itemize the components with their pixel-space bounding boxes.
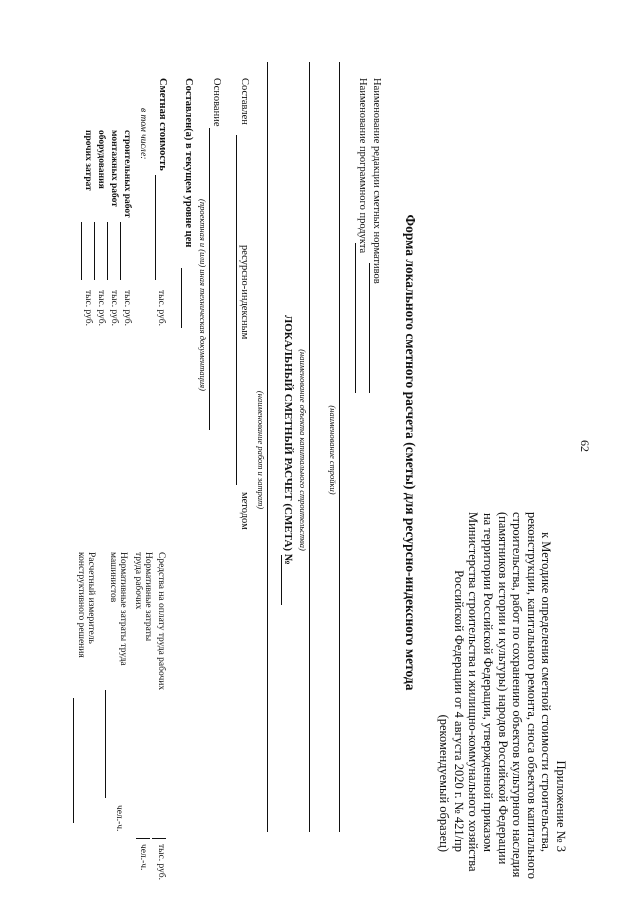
software-field[interactable] [355,243,356,393]
construction-name-line[interactable] [339,62,340,832]
meter-field[interactable] [73,698,74,823]
calc-title: ЛОКАЛЬНЫЙ СМЕТНЫЙ РАСЧЕТ (СМЕТА) № [282,315,294,565]
labor-machinists-unit: чел.-ч. [114,805,124,832]
method-suffix: методом [239,492,250,530]
other-costs-field[interactable] [81,222,82,280]
construction-works-label: строительных работ [122,130,132,218]
appendix-line: (памятников истории и культуры) народов Российской Федерации [495,512,510,865]
construction-name-caption: (наименование стройки) [328,405,338,495]
labor-workers-label-1: Нормативные затраты [143,552,153,642]
equipment-field[interactable] [94,222,95,280]
labor-machinists-label-2: машинистов [108,552,118,603]
including-label: в том числе: [138,108,148,160]
document-title: Форма локального сметного расчета (сметы) для ресурсно-индексного метода [403,214,418,691]
work-name-line[interactable] [267,62,268,832]
other-costs-label: прочих затрат [83,130,93,191]
labor-machinists-label-1: Нормативные затраты труда [118,552,128,666]
appendix-line: (рекомендуемый образец) [437,714,452,852]
equipment-unit: тыс. руб. [96,290,106,326]
installation-works-field[interactable] [107,222,108,280]
appendix-line: на территории Российской Федерации, утвержденной приказом [481,512,496,852]
equipment-label: оборудования [96,130,106,189]
compiled-label: Составлен [239,78,250,125]
basis-field[interactable] [209,128,210,430]
estimated-cost-field[interactable] [155,175,156,280]
basis-label: Основание [211,78,222,127]
work-name-caption: (наименование работ и затрат) [256,390,266,510]
calc-number-field[interactable] [281,555,282,605]
current-prices-field[interactable] [181,268,182,328]
appendix-line: Российской Федерации от 4 августа 2020 г. № 421/пр [451,570,466,852]
construction-works-unit: тыс. руб. [122,290,132,326]
installation-works-unit: тыс. руб. [109,290,119,326]
appendix-line: реконструкции, капитального ремонта, сноса объектов капитального [524,512,539,879]
object-name-caption: (наименование объекта капитального строительства) [298,349,308,551]
method-field[interactable] [236,135,237,485]
object-name-line[interactable] [309,62,310,832]
meter-label-2: конструктивного решения [76,552,86,658]
installation-works-label: монтажных работ [109,130,119,207]
labor-workers-unit: чел.-ч. [138,844,148,871]
appendix-line: Приложение № 3 [554,760,568,852]
meter-label-1: Расчетный измеритель [86,552,96,644]
wages-field[interactable] [152,838,166,839]
documentation-caption: (проектная и (или) иная техническая документация) [198,199,208,391]
norms-edition-field[interactable] [369,263,370,393]
wages-unit: тыс. руб. [156,844,166,880]
current-prices-label: Составлен(а) в текущем уровне цен [183,78,194,248]
page-number: 62 [578,440,592,452]
estimated-cost-label: Сметная стоимость [157,78,168,171]
appendix-block [437,512,568,879]
appendix-line: Министерства строительства и жилищно-коммунального хозяйства [466,512,481,872]
labor-workers-field[interactable] [136,838,150,839]
labor-workers-label-2: труда рабочих [133,552,143,610]
estimated-cost-unit: тыс. руб. [156,290,166,326]
method-value: ресурсно-индексным [239,245,250,340]
labor-machinists-field[interactable] [105,690,106,798]
software-label: Наименование программного продукта [357,78,368,254]
other-costs-unit: тыс. руб. [83,290,93,326]
appendix-line: к Методике определения сметной стоимости строительства, [539,532,554,852]
appendix-line: строительства, работ по сохранению объектов культурного наследия [510,512,525,878]
construction-works-field[interactable] [120,222,121,280]
wages-label: Средства на оплату труда рабочих [156,552,166,691]
norms-edition-label: Наименование редакции сметных нормативов [371,78,382,284]
